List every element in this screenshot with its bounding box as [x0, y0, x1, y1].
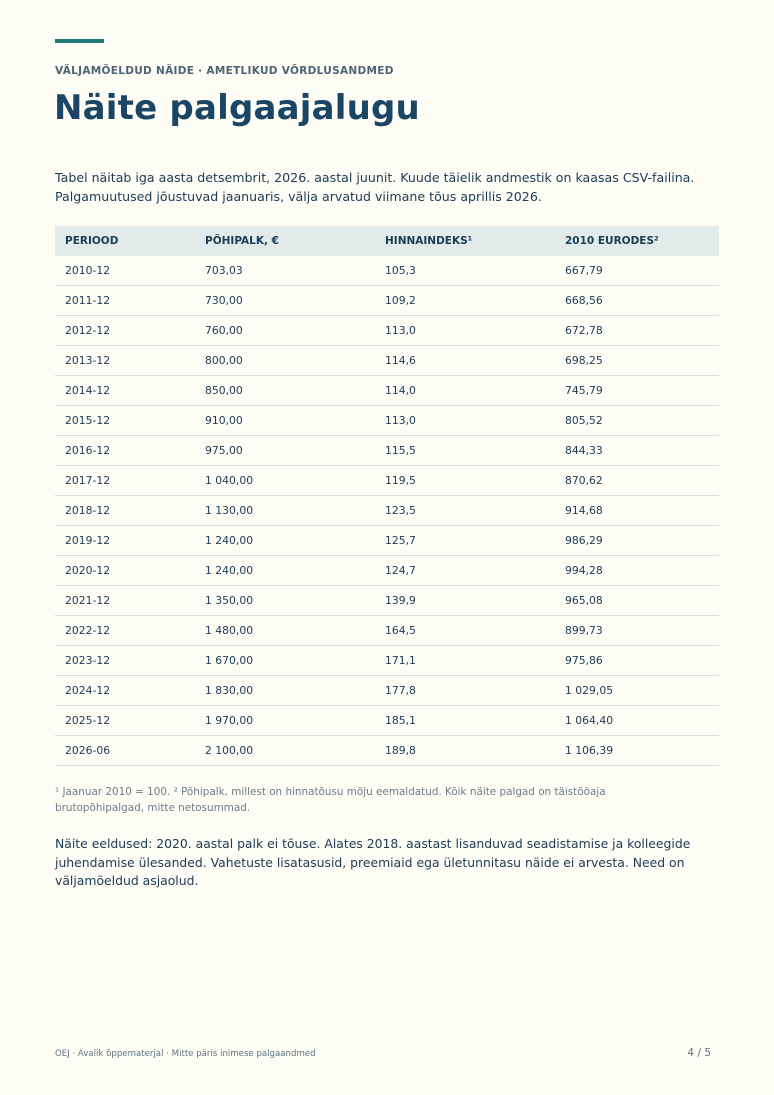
- page-number: 4 / 5: [687, 1047, 711, 1059]
- intro-line: Palgamuutused jõustuvad jaanuaris, välja arvatud viimane tõus aprillis 2026.: [55, 189, 542, 204]
- table-row: [55, 526, 719, 556]
- table-row: [55, 436, 719, 466]
- table-row: [55, 376, 719, 406]
- table-row: [55, 256, 719, 286]
- cell-2010-euros: 668,56: [555, 286, 719, 316]
- cell-base-salary: 1 040,00: [195, 466, 375, 496]
- cell-base-salary: 2 100,00: [195, 736, 375, 766]
- cell-period: 2022-12: [55, 616, 195, 646]
- table-row: [55, 346, 719, 376]
- assumptions-line: juhendamise ülesanded. Vahetuste lisatasusid, preemiaid ega ületunnitasu näide ei arvesta. Need on: [55, 854, 685, 870]
- column-header-price-index: HINNAINDEKS¹: [375, 226, 555, 256]
- cell-base-salary: 1 480,00: [195, 616, 375, 646]
- cell-period: 2016-12: [55, 436, 195, 466]
- salary-table: [55, 226, 719, 766]
- cell-period: 2012-12: [55, 316, 195, 346]
- cell-base-salary: 760,00: [195, 316, 375, 346]
- cell-base-salary: 1 130,00: [195, 496, 375, 526]
- cell-price-index: 164,5: [375, 616, 555, 646]
- cell-price-index: 189,8: [375, 736, 555, 766]
- cell-period: 2023-12: [55, 646, 195, 676]
- cell-period: 2018-12: [55, 496, 195, 526]
- intro-text: [55, 168, 735, 206]
- cell-price-index: 113,0: [375, 406, 555, 436]
- cell-price-index: 113,0: [375, 316, 555, 346]
- column-header-2010-euros: 2010 EURODES²: [555, 226, 719, 256]
- table-row: [55, 406, 719, 436]
- cell-price-index: 119,5: [375, 466, 555, 496]
- cell-period: 2014-12: [55, 376, 195, 406]
- cell-2010-euros: 870,62: [555, 466, 719, 496]
- table-row: [55, 556, 719, 586]
- cell-period: 2025-12: [55, 706, 195, 736]
- table-row: [55, 496, 719, 526]
- table-row: [55, 736, 719, 766]
- cell-base-salary: 1 670,00: [195, 646, 375, 676]
- cell-period: 2017-12: [55, 466, 195, 496]
- cell-2010-euros: 805,52: [555, 406, 719, 436]
- cell-price-index: 177,8: [375, 676, 555, 706]
- cell-price-index: 124,7: [375, 556, 555, 586]
- cell-period: 2020-12: [55, 556, 195, 586]
- cell-price-index: 109,2: [375, 286, 555, 316]
- accent-bar: [55, 39, 104, 43]
- cell-base-salary: 730,00: [195, 286, 375, 316]
- cell-period: 2011-12: [55, 286, 195, 316]
- cell-base-salary: 1 240,00: [195, 556, 375, 586]
- table-row: [55, 676, 719, 706]
- cell-2010-euros: 994,28: [555, 556, 719, 586]
- cell-base-salary: 1 830,00: [195, 676, 375, 706]
- cell-price-index: 139,9: [375, 586, 555, 616]
- cell-period: 2010-12: [55, 256, 195, 286]
- cell-base-salary: 800,00: [195, 346, 375, 376]
- cell-period: 2013-12: [55, 346, 195, 376]
- cell-price-index: 123,5: [375, 496, 555, 526]
- table-row: [55, 706, 719, 736]
- cell-2010-euros: 975,86: [555, 646, 719, 676]
- cell-2010-euros: 1 064,40: [555, 706, 719, 736]
- cell-base-salary: 850,00: [195, 376, 375, 406]
- footer-text: OEJ · Avalik õppematerjal · Mitte päris inimese palgaandmed: [55, 1049, 316, 1059]
- cell-2010-euros: 965,08: [555, 586, 719, 616]
- cell-price-index: 185,1: [375, 706, 555, 736]
- table-row: [55, 466, 719, 496]
- table-row: [55, 616, 719, 646]
- cell-price-index: 114,0: [375, 376, 555, 406]
- cell-2010-euros: 986,29: [555, 526, 719, 556]
- cell-2010-euros: 672,78: [555, 316, 719, 346]
- cell-2010-euros: 1 029,05: [555, 676, 719, 706]
- cell-price-index: 105,3: [375, 256, 555, 286]
- assumptions-line: Näite eeldused: 2020. aastal palk ei tõuse. Alates 2018. aastast lisanduvad seadistamise ja kolleegide: [55, 836, 691, 851]
- table-row: [55, 286, 719, 316]
- table-header-row: [55, 226, 719, 256]
- cell-base-salary: 910,00: [195, 406, 375, 436]
- cell-2010-euros: 899,73: [555, 616, 719, 646]
- table-row: [55, 586, 719, 616]
- cell-price-index: 115,5: [375, 436, 555, 466]
- intro-line: Tabel näitab iga aasta detsembrit, 2026. aastal juunit. Kuude täielik andmestik on kaasas CSV-failina.: [55, 170, 695, 185]
- cell-2010-euros: 698,25: [555, 346, 719, 376]
- assumptions-text: [55, 835, 715, 891]
- cell-base-salary: 1 240,00: [195, 526, 375, 556]
- assumptions-line: väljamõeldud asjaolud.: [55, 873, 199, 888]
- cell-base-salary: 975,00: [195, 436, 375, 466]
- footnotes: [55, 784, 695, 816]
- cell-period: 2021-12: [55, 586, 195, 616]
- column-header-base-salary: PÕHIPALK, €: [195, 226, 375, 256]
- cell-2010-euros: 1 106,39: [555, 736, 719, 766]
- cell-base-salary: 1 970,00: [195, 706, 375, 736]
- cell-period: 2026-06: [55, 736, 195, 766]
- table-row: [55, 316, 719, 346]
- footnote-line: brutopõhipalgad, mitte netosummad.: [55, 802, 251, 814]
- cell-price-index: 114,6: [375, 346, 555, 376]
- cell-2010-euros: 914,68: [555, 496, 719, 526]
- footnote-line: ¹ Jaanuar 2010 = 100. ² Põhipalk, millest on hinnatõusu mõju eemaldatud. Kõik näite palgad on täistööaja: [55, 786, 606, 798]
- table-row: [55, 646, 719, 676]
- cell-2010-euros: 667,79: [555, 256, 719, 286]
- column-header-period: PERIOOD: [55, 226, 195, 256]
- page-title: Näite palgaajalugu: [54, 88, 420, 128]
- cell-period: 2024-12: [55, 676, 195, 706]
- cell-2010-euros: 745,79: [555, 376, 719, 406]
- cell-base-salary: 703,03: [195, 256, 375, 286]
- cell-period: 2015-12: [55, 406, 195, 436]
- eyebrow-label: VÄLJAMÕELDUD NÄIDE · AMETLIKUD VÕRDLUSANDMED: [55, 65, 394, 77]
- cell-price-index: 171,1: [375, 646, 555, 676]
- cell-base-salary: 1 350,00: [195, 586, 375, 616]
- cell-price-index: 125,7: [375, 526, 555, 556]
- cell-2010-euros: 844,33: [555, 436, 719, 466]
- cell-period: 2019-12: [55, 526, 195, 556]
